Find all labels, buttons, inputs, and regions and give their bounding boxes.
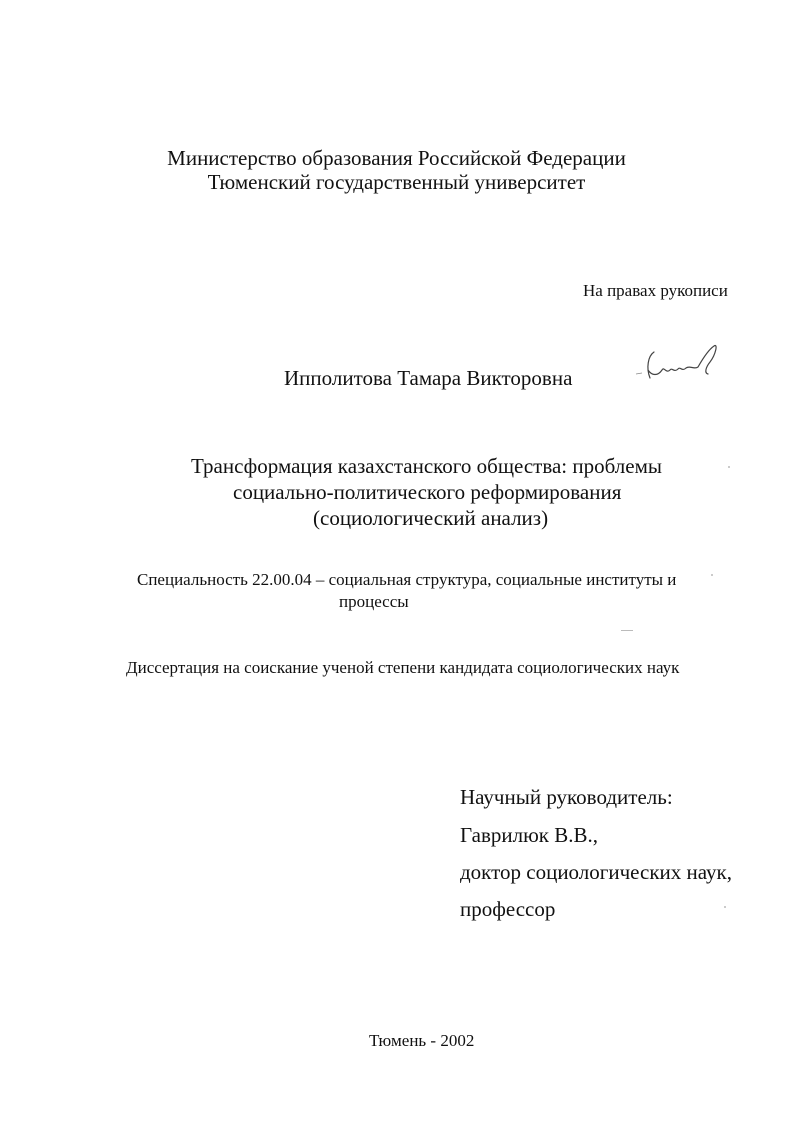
- supervisor-degree: доктор социологических наук,: [460, 860, 732, 884]
- title-line-1: Трансформация казахстанского общества: проблемы: [191, 454, 662, 478]
- title-line-3: (социологический анализ): [313, 506, 549, 530]
- scan-speck: [728, 466, 730, 468]
- scan-speck: [621, 630, 633, 631]
- specialty-line-2: процессы: [339, 592, 409, 611]
- rights-note: На правах рукописи: [583, 281, 728, 300]
- scan-speck: [711, 574, 713, 576]
- scan-speck: [724, 906, 726, 908]
- title-line-2: социально-политического реформирования: [233, 480, 622, 504]
- city-year: Тюмень - 2002: [369, 1031, 475, 1050]
- specialty-line-1: Специальность 22.00.04 – социальная структура, социальные институты и: [137, 570, 677, 589]
- ministry-heading: Министерство образования Российской Федерации: [167, 146, 626, 170]
- supervisor-label: Научный руководитель:: [460, 785, 673, 809]
- author-name: Ипполитова Тамара Викторовна: [284, 366, 573, 390]
- dissertation-statement: Диссертация на соискание ученой степени кандидата социологических наук: [126, 658, 680, 677]
- supervisor-name: Гаврилюк В.В.,: [460, 823, 598, 847]
- university-heading: Тюменский государственный университет: [207, 170, 586, 194]
- supervisor-rank: профессор: [460, 897, 556, 921]
- author-signature: [628, 340, 728, 385]
